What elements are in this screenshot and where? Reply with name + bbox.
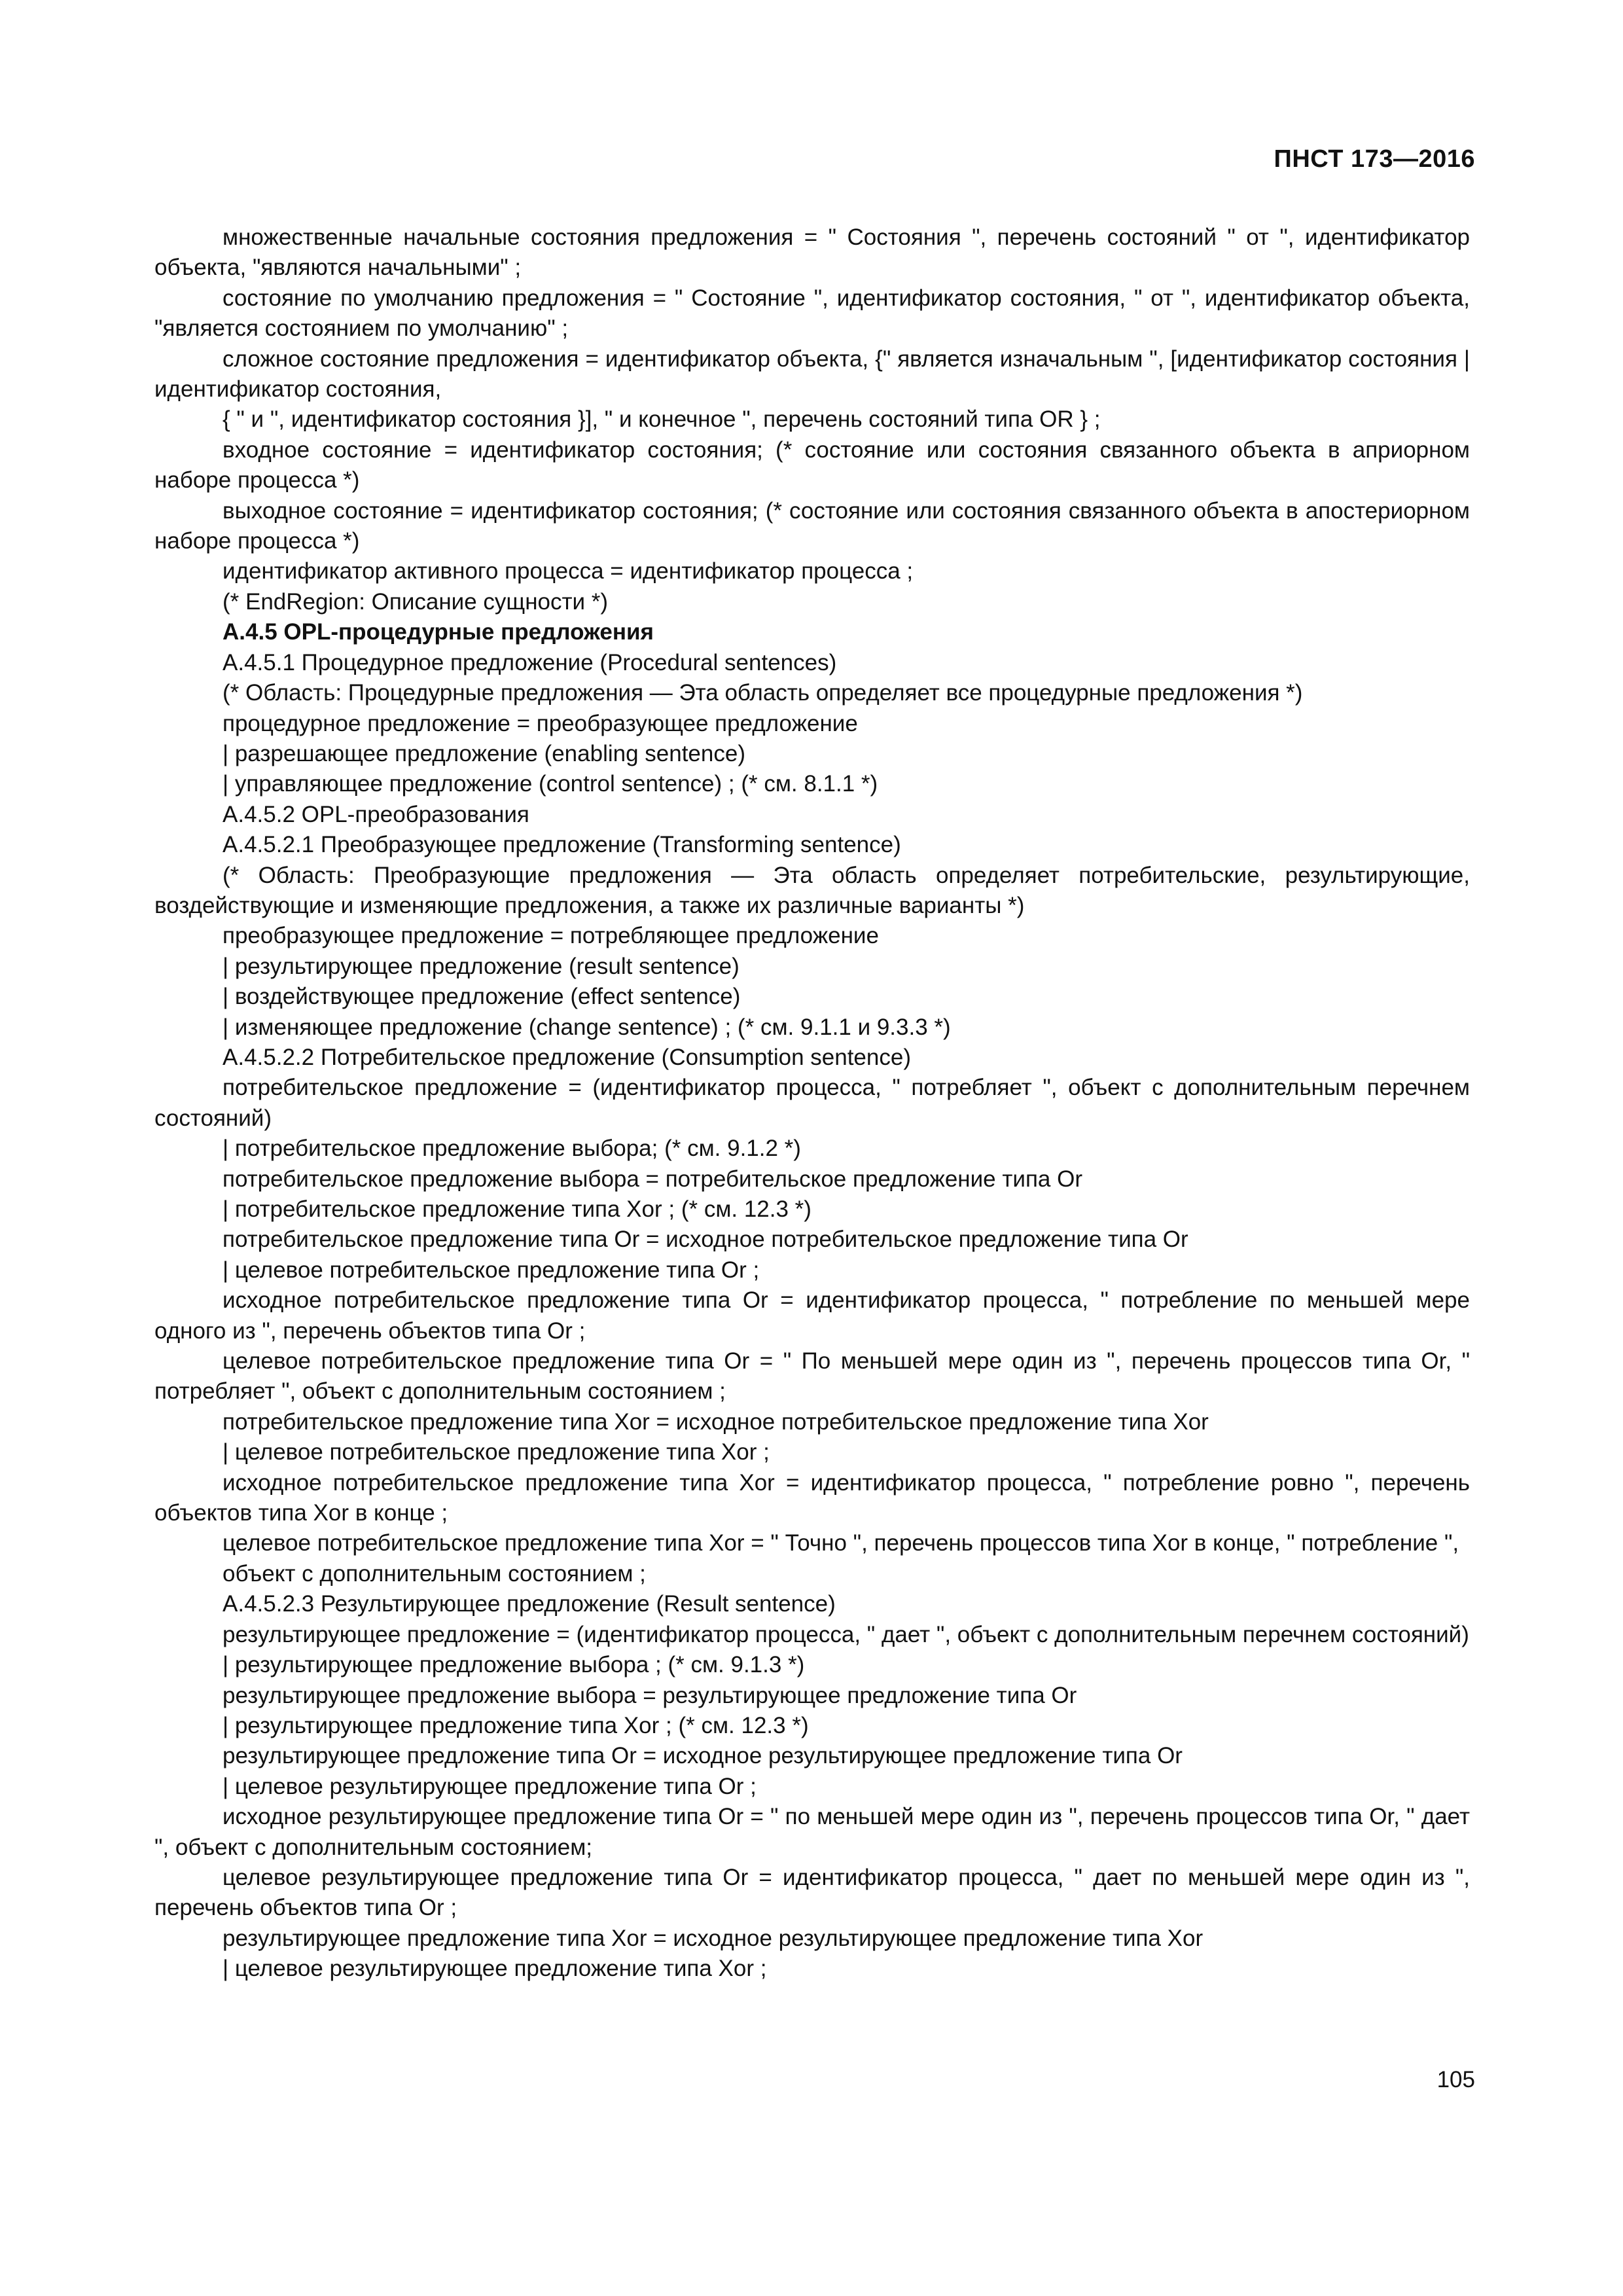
body-paragraph: целевое результирующее предложение типа Or = идентификатор процесса, " дает по меньшей мере один из ", перечень объектов типа Or ; [154,1864,1470,1921]
body-paragraph: целевое потребительское предложение типа Or = " По меньшей мере один из ", перечень процессов типа Or, " потребляет ", объект с дополнительным состоянием ; [154,1348,1470,1405]
body-paragraph: преобразующее предложение = потребляющее предложение [223,923,879,949]
body-paragraph: | результирующее предложение (result sentence) [223,953,740,979]
body-paragraph: потребительское предложение типа Or = исходное потребительское предложение типа Or [223,1227,1188,1253]
body-paragraph: | изменяющее предложение (change sentence) ; (* см. 9.1.1 и 9.3.3 *) [223,1014,951,1040]
body-paragraph: выходное состояние = идентификатор состояния; (* состояние или состояния связанного объекта в апостериорном наборе процесса *) [154,497,1470,554]
body-paragraph: | целевое потребительское предложение типа Or ; [223,1257,760,1283]
body-paragraph: результирующее предложение типа Xor = исходное результирующее предложение типа Xor [223,1925,1204,1951]
page-header-standard-id: ПНСТ 173—2016 [1274,145,1475,173]
body-paragraph: А.4.5.2 OPL-преобразования [223,801,529,827]
body-paragraph: состояние по умолчанию предложения = " Состояние ", идентификатор состояния, " от ", идентификатор объекта, "является состоянием по умолчанию" ; [154,285,1470,342]
body-paragraph: (* Область: Преобразующие предложения — Эта область определяет потребительские, результирующие, воздействующие и изменяющие предложения, а также их различные варианты *) [154,862,1470,918]
body-paragraph: (* Область: Процедурные предложения — Эта область определяет все процедурные предложения *) [223,680,1303,706]
body-paragraph: | целевое потребительское предложение типа Xor ; [223,1439,770,1465]
body-paragraph: сложное состояние предложения = идентификатор объекта, {" является изначальным ", [идентификатор состояния | идентификатор состояния, [154,346,1470,403]
body-paragraph: исходное потребительское предложение типа Or = идентификатор процесса, " потребление по меньшей мере одного из ", перечень объектов типа Or ; [154,1287,1470,1344]
body-paragraph: А.4.5.2.3 Результирующее предложение (Result sentence) [223,1591,836,1617]
body-paragraph: потребительское предложение типа Xor = исходное потребительское предложение типа Xor [223,1408,1209,1435]
body-paragraph: | целевое результирующее предложение типа Xor ; [223,1956,767,1982]
body-paragraph: потребительское предложение = (идентификатор процесса, " потребляет ", объект с дополнительным перечнем состояний) [154,1075,1470,1131]
body-paragraph: целевое потребительское предложение типа Xor = " Точно ", перечень процессов типа Xor в конце, " потребление ", [223,1530,1459,1556]
body-paragraph: множественные начальные состояния предложения = " Состояния ", перечень состояний " от ", идентификатор объекта, "являются начальными" ; [154,224,1470,281]
page-number: 105 [1436,2067,1475,2092]
body-paragraph: | результирующее предложение выбора ; (* см. 9.1.3 *) [223,1652,805,1678]
document-body [154,223,1470,1984]
body-paragraph: входное состояние = идентификатор состояния; (* состояние или состояния связанного объекта в априорном наборе процесса *) [154,437,1470,493]
body-paragraph: исходное потребительское предложение типа Xor = идентификатор процесса, " потребление ровно ", перечень объектов типа Xor в конце ; [154,1469,1470,1526]
body-paragraph: | целевое результирующее предложение типа Or ; [223,1773,757,1799]
body-paragraph: | разрешающее предложение (enabling sentence) [223,740,745,766]
body-paragraph: исходное результирующее предложение типа Or = " по меньшей мере один из ", перечень процессов типа Or, " дает ", объект с дополнительным состоянием; [154,1804,1470,1860]
body-paragraph: объект с дополнительным состоянием ; [223,1560,646,1587]
body-paragraph: | управляющее предложение (control sentence) ; (* см. 8.1.1 *) [223,771,878,797]
body-paragraph: результирующее предложение выбора = результирующее предложение типа Or [223,1682,1077,1708]
body-paragraph: | результирующее предложение типа Xor ; (* см. 12.3 *) [223,1712,809,1738]
body-paragraph: результирующее предложение типа Or = исходное результирующее предложение типа Or [223,1743,1183,1769]
body-paragraph: | воздействующее предложение (effect sentence) [223,984,741,1010]
body-paragraph: идентификатор активного процесса = идентификатор процесса ; [223,558,914,584]
body-paragraph: { " и ", идентификатор состояния }], " и конечное ", перечень состояний типа OR } ; [223,406,1101,433]
body-paragraph: (* EndRegion: Описание сущности *) [223,588,609,615]
body-paragraph: А.4.5.1 Процедурное предложение (Procedural sentences) [223,649,837,675]
body-paragraph: потребительское предложение выбора = потребительское предложение типа Or [223,1166,1082,1192]
body-paragraph: процедурное предложение = преобразующее предложение [223,710,858,736]
body-paragraph: А.4.5.2.2 Потребительское предложение (Consumption sentence) [223,1044,911,1070]
body-paragraph: А.4.5.2.1 Преобразующее предложение (Transforming sentence) [223,832,901,858]
body-paragraph: | потребительское предложение типа Xor ; (* см. 12.3 *) [223,1196,812,1222]
body-paragraph: | потребительское предложение выбора; (* см. 9.1.2 *) [223,1136,801,1162]
section-heading: А.4.5 OPL-процедурные предложения [223,619,654,645]
body-paragraph: результирующее предложение = (идентификатор процесса, " дает ", объект с дополнительным перечнем состояний) [223,1621,1469,1647]
